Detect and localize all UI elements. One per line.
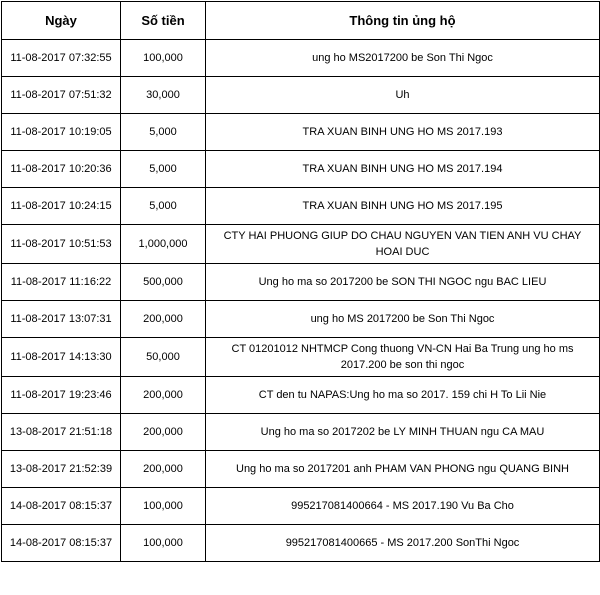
cell-date: 11-08-2017 19:23:46 — [2, 377, 121, 414]
cell-date: 11-08-2017 10:19:05 — [2, 114, 121, 151]
cell-date: 11-08-2017 07:51:32 — [2, 77, 121, 114]
cell-amount: 30,000 — [121, 77, 206, 114]
table-row — [2, 114, 600, 151]
cell-info: Ung ho ma so 2017200 be SON THI NGOC ngu BAC LIEU — [206, 264, 600, 301]
cell-info: CTY HAI PHUONG GIUP DO CHAU NGUYEN VAN TIEN ANH VU CHAY HOAI DUC — [206, 225, 600, 264]
cell-info: Ung ho ma so 2017202 be LY MINH THUAN ngu CA MAU — [206, 414, 600, 451]
cell-date: 11-08-2017 10:24:15 — [2, 188, 121, 225]
table-row — [2, 488, 600, 525]
cell-date: 11-08-2017 10:51:53 — [2, 225, 121, 264]
cell-info: 995217081400664 - MS 2017.190 Vu Ba Cho — [206, 488, 600, 525]
cell-date: 11-08-2017 07:32:55 — [2, 40, 121, 77]
cell-amount: 200,000 — [121, 414, 206, 451]
table-row — [2, 338, 600, 377]
cell-amount: 5,000 — [121, 151, 206, 188]
cell-date: 11-08-2017 10:20:36 — [2, 151, 121, 188]
cell-date: 11-08-2017 14:13:30 — [2, 338, 121, 377]
cell-info: TRA XUAN BINH UNG HO MS 2017.193 — [206, 114, 600, 151]
cell-info: Ung ho ma so 2017201 anh PHAM VAN PHONG ngu QUANG BINH — [206, 451, 600, 488]
table-row — [2, 301, 600, 338]
cell-info: Uh — [206, 77, 600, 114]
cell-amount: 50,000 — [121, 338, 206, 377]
table-row — [2, 414, 600, 451]
cell-amount: 100,000 — [121, 488, 206, 525]
cell-amount: 200,000 — [121, 451, 206, 488]
table-row — [2, 188, 600, 225]
cell-amount: 100,000 — [121, 525, 206, 562]
cell-info: ung ho MS2017200 be Son Thi Ngoc — [206, 40, 600, 77]
cell-amount: 200,000 — [121, 301, 206, 338]
cell-amount: 1,000,000 — [121, 225, 206, 264]
table-row — [2, 377, 600, 414]
cell-date: 11-08-2017 11:16:22 — [2, 264, 121, 301]
cell-amount: 5,000 — [121, 188, 206, 225]
cell-amount: 100,000 — [121, 40, 206, 77]
table-row — [2, 225, 600, 264]
cell-info: CT 01201012 NHTMCP Cong thuong VN-CN Hai Ba Trung ung ho ms 2017.200 be son thi ngoc — [206, 338, 600, 377]
cell-date: 14-08-2017 08:15:37 — [2, 525, 121, 562]
table-row — [2, 264, 600, 301]
cell-info: TRA XUAN BINH UNG HO MS 2017.194 — [206, 151, 600, 188]
cell-date: 11-08-2017 13:07:31 — [2, 301, 121, 338]
cell-date: 14-08-2017 08:15:37 — [2, 488, 121, 525]
cell-info: TRA XUAN BINH UNG HO MS 2017.195 — [206, 188, 600, 225]
table-row — [2, 40, 600, 77]
table-row — [2, 151, 600, 188]
cell-amount: 200,000 — [121, 377, 206, 414]
header-date: Ngày — [2, 2, 121, 40]
cell-info: CT den tu NAPAS:Ung ho ma so 2017. 159 chi H To Lii Nie — [206, 377, 600, 414]
table-row — [2, 77, 600, 114]
table-row — [2, 451, 600, 488]
cell-amount: 500,000 — [121, 264, 206, 301]
header-info: Thông tin ủng hộ — [206, 2, 600, 40]
cell-amount: 5,000 — [121, 114, 206, 151]
cell-info: 995217081400665 - MS 2017.200 SonThi Ngoc — [206, 525, 600, 562]
cell-date: 13-08-2017 21:51:18 — [2, 414, 121, 451]
table-row — [2, 525, 600, 562]
cell-date: 13-08-2017 21:52:39 — [2, 451, 121, 488]
cell-info: ung ho MS 2017200 be Son Thi Ngoc — [206, 301, 600, 338]
donation-table — [1, 1, 600, 562]
header-amount: Số tiền — [121, 2, 206, 40]
table-header-row — [2, 2, 600, 40]
